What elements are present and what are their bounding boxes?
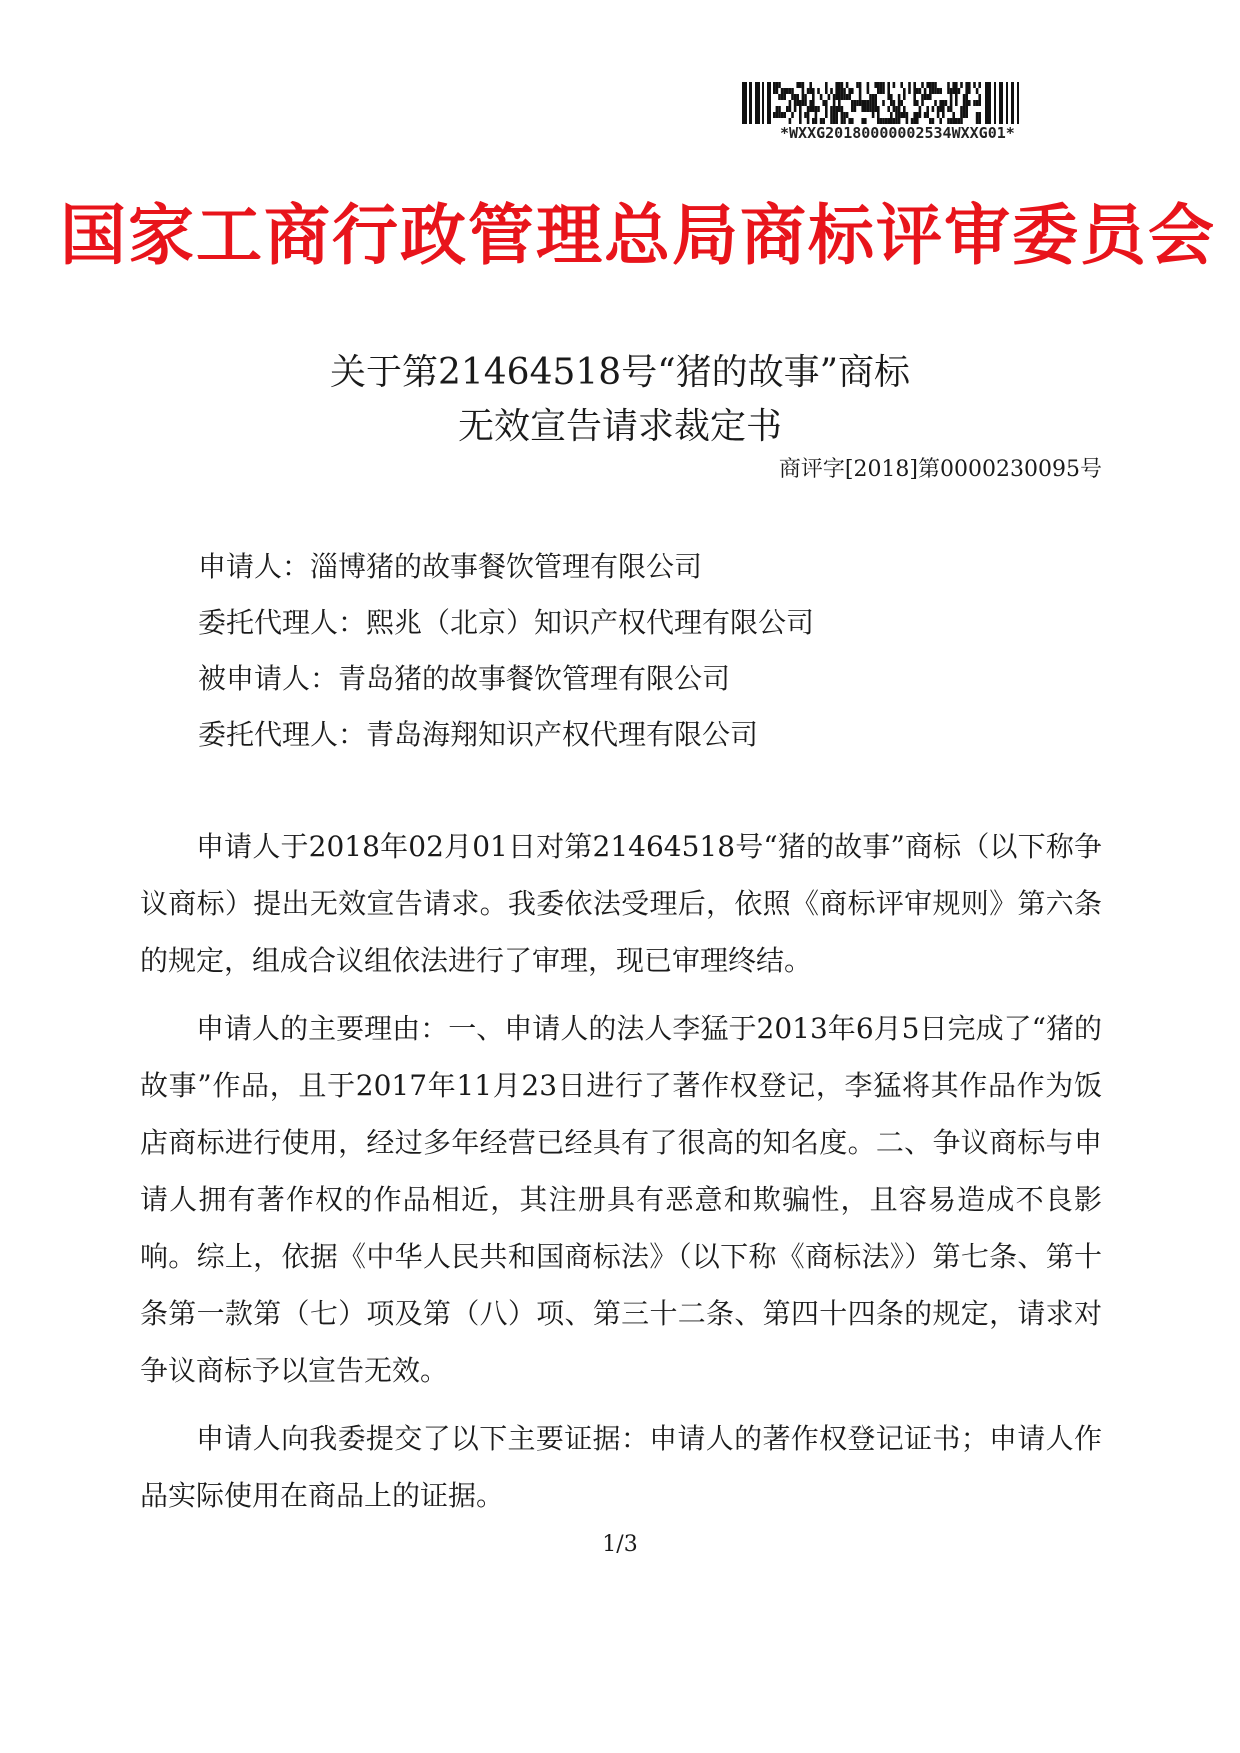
party-applicant-agent: 委托代理人：熙兆（北京）知识产权代理有限公司 bbox=[198, 606, 815, 639]
barcode bbox=[742, 82, 1054, 124]
page-number: 1/3 bbox=[602, 1532, 638, 1557]
paragraph-evidence: 申请人向我委提交了以下主要证据：申请人的著作权登记证书；申请人作品实际使用在商品上的证据。 bbox=[140, 1422, 1102, 1512]
document-number: 商评字[2018]第0000230095号 bbox=[778, 457, 1102, 482]
party-applicant: 申请人：淄博猪的故事餐饮管理有限公司 bbox=[198, 550, 703, 583]
paragraph-request: 申请人于2018年02月01日对第21464518号“猪的故事”商标（以下称争议商标）提出无效宣告请求。我委依法受理后，依照《商标评审规则》第六条的规定，组成合议组依法进行了审理，现已审理终结。 bbox=[140, 830, 1102, 977]
barcode-graphic bbox=[742, 82, 1054, 124]
document-title-line-2: 无效宣告请求裁定书 bbox=[457, 406, 782, 447]
document-title-line-1: 关于第21464518号“猪的故事”商标 bbox=[329, 352, 911, 393]
barcode-text: *WXXG20180000002534WXXG01* bbox=[780, 124, 1015, 142]
document-body bbox=[140, 818, 1102, 1535]
party-respondent-agent: 委托代理人：青岛海翔知识产权代理有限公司 bbox=[198, 718, 759, 751]
party-respondent: 被申请人：青岛猪的故事餐饮管理有限公司 bbox=[198, 662, 731, 695]
agency-header: 国家工商行政管理总局商标评审委员会 bbox=[60, 197, 1216, 274]
paragraph-reasons: 申请人的主要理由：一、申请人的法人李猛于2013年6月5日完成了“猪的故事”作品，且于2017年11月23日进行了著作权登记，李猛将其作品作为饭店商标进行使用，经过多年经营已经具有了很高的知名度。二、争议商标与申请人拥有著作权的作品相近，其注册具有恶意和欺骗性，且容易造成不良影响。综上，依据《中华人民共和国商标法》（以下称《商标法》）第七条、第十条第一款第（七）项及第（八）项、第三十二条、第四十四条的规定，请求对争议商标予以宣告无效。 bbox=[140, 1012, 1102, 1387]
